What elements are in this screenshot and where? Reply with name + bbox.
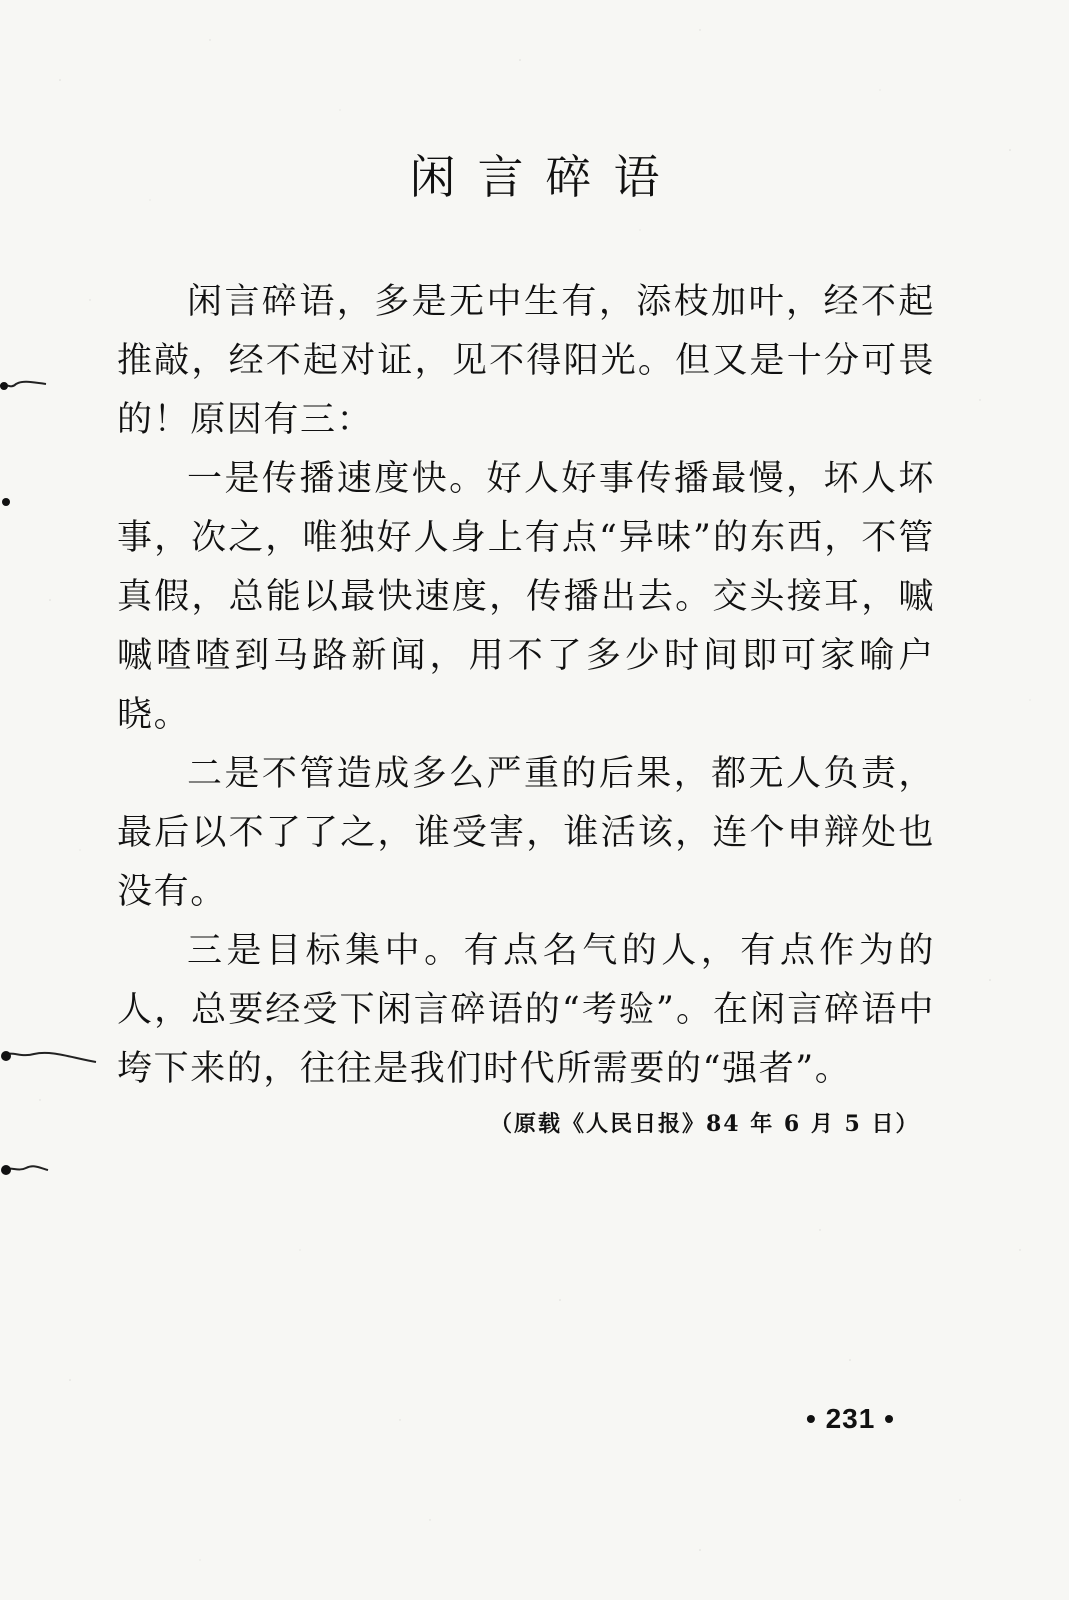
paragraph-intro: 闲言碎语，多是无中生有，添枝加叶，经不起推敲，经不起对证，见不得阳光。但又是十分可畏的！原因有三： xyxy=(117,282,935,440)
article-body xyxy=(117,273,935,1099)
article-title: 闲言碎语 xyxy=(409,150,682,204)
binding-hole-mark-4 xyxy=(0,1154,50,1184)
source-citation: （原载《人民日报》84 年 6 月 5 日） xyxy=(490,1111,920,1137)
paragraph-reason-one: 一是传播速度快。好人好事传播最慢，坏人坏事，次之，唯独好人身上有点“异味”的东西，不管真假，总能以最快速度，传播出去。交头接耳，嘁嘁喳喳到马路新闻，用不了多少时间即可家喻户晓。 xyxy=(117,459,935,735)
binding-hole-mark-3 xyxy=(0,1036,100,1076)
paragraph-reason-three: 三是目标集中。有点名气的人，有点作为的人，总要经受下闲言碎语的“考验”。在闲言碎语中垮下来的，往往是我们时代所需要的“强者”。 xyxy=(117,931,935,1089)
paragraph-reason-two: 二是不管造成多么严重的后果，都无人负责，最后以不了了之，谁受害，谁活该，连个申辩处也没有。 xyxy=(117,754,935,912)
binding-hole-mark-2 xyxy=(0,492,20,512)
binding-hole-mark-1 xyxy=(0,372,48,398)
page-number: • 231 • xyxy=(806,1403,895,1434)
